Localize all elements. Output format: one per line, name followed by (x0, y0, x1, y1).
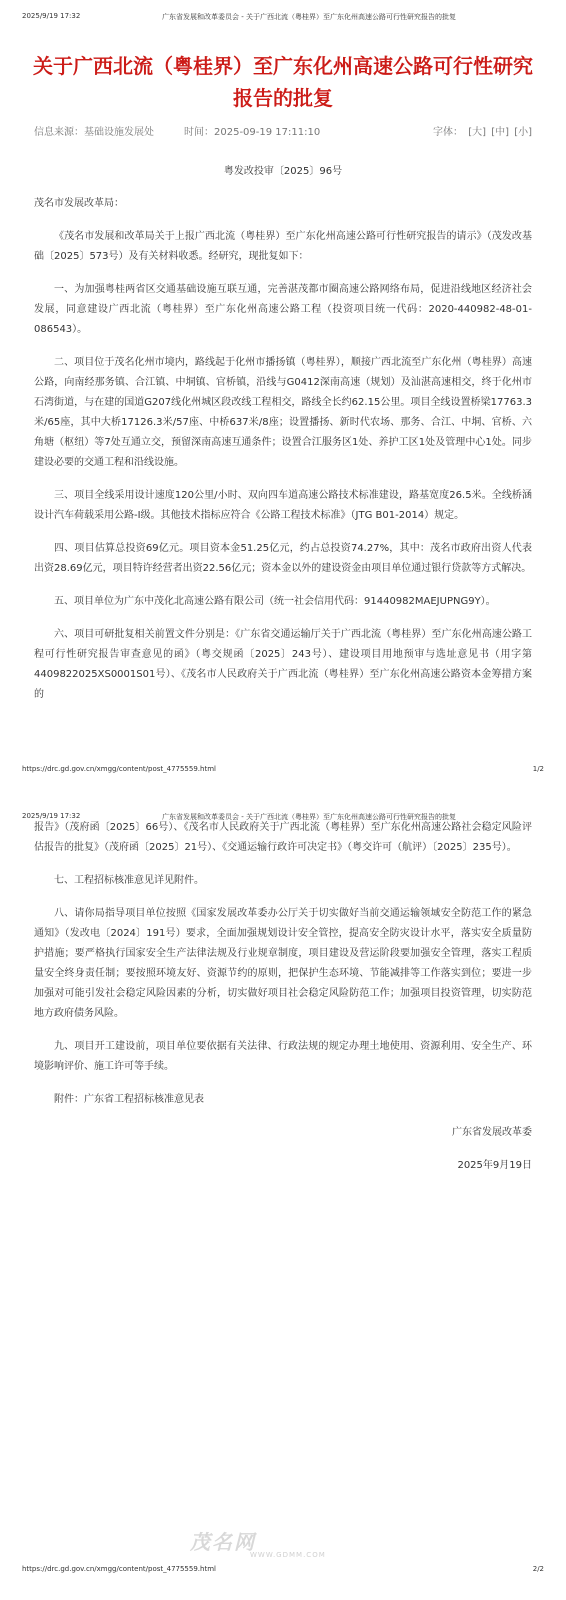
page-url: https://drc.gd.gov.cn/xmgg/content/post_4775559.html (22, 1565, 216, 1573)
article-body-part-2 (34, 818, 532, 1176)
paragraph: 六、项目可研批复相关前置文件分别是：《广东省交通运输厅关于广西北流（粤桂界）至广东化州高速公路工程可行性研究报告审查意见的函》（粤交规函〔2025〕243号）、建设项目用地预审与选址意见书（用字第4409822025XS0001S01号）、《茂名市人民政府关于广西北流（粤桂界）至广东化州高速公路资本金筹措方案的 (34, 629, 532, 700)
article-body-part-1 (34, 194, 532, 705)
print-footer (22, 1565, 544, 1577)
paragraph: 八、请你局指导项目单位按照《国家发展改革委办公厅关于切实做好当前交通运输领域安全防范工作的紧急通知》（发改电〔2024〕191号）要求，全面加强规划设计安全管控，提高安全防灾设计水平，落实安全质量防护措施；要严格执行国家安全生产法律法规及行业规章制度，项目建设及营运阶段要加强安全管理，落实工程质量安全终身责任制；要按照环境友好、资源节约的原则，把保护生态环境、节能减排等工作落实到位；要进一步加强对可能引发社会稳定风险因素的分析，切实做好项目社会稳定风险防范工作；加强项目投资管理，切实防范地方政府债务风险。 (34, 908, 532, 1019)
publish-time: 时间：2025-09-19 17:11:10 (184, 127, 321, 138)
paragraph: 一、为加强粤桂两省区交通基础设施互联互通，完善湛茂都市圈高速公路网络布局，促进沿线地区经济社会发展，同意建设广西北流（粤桂界）至广东化州高速公路工程（投资项目统一代码：2020-440982-48-01-086543）。 (34, 284, 532, 335)
page-number: 2/2 (532, 1565, 544, 1573)
page-number: 1/2 (532, 765, 544, 773)
signature-org: 广东省发展改革委 (452, 1127, 532, 1138)
document-number: 粤发改投审〔2025〕96号 (223, 166, 343, 177)
font-size-label: 字体： (433, 127, 463, 138)
page-title: 关于广西北流（粤桂界）至广东化州高速公路可行性研究报告的批复 (33, 54, 533, 110)
paragraph: 九、项目开工建设前，项目单位要依据有关法律、行政法规的规定办理土地使用、资源利用、安全生产、环境影响评价、施工许可等手续。 (34, 1041, 532, 1072)
print-header (22, 12, 544, 24)
print-page-2 (0, 800, 566, 1600)
addressee: 茂名市发展改革局： (34, 198, 124, 209)
attachment-line: 附件：广东省工程招标核准意见表 (54, 1094, 204, 1105)
print-doc-title: 广东省发展和改革委员会 - 关于广西北流（粤桂界）至广东化州高速公路可行性研究报告的批复 (162, 13, 456, 21)
article-meta (34, 123, 532, 137)
print-timestamp: 2025/9/19 17:32 (22, 12, 81, 20)
paragraph: 七、工程招标核准意见详见附件。 (54, 875, 204, 886)
font-size-small-button[interactable]: [小] (514, 127, 532, 138)
paragraph-continued: 报告》（茂府函〔2025〕66号）、《茂名市人民政府关于广西北流（粤桂界）至广东化州高速公路社会稳定风险评估报告的批复》（茂府函〔2025〕21号）、《交通运输行政许可决定书》（粤交许可（航评）〔2025〕235号）。 (34, 822, 532, 853)
site-watermark-url: WWW.GDMM.COM (250, 1551, 326, 1559)
paragraph: 二、项目位于茂名化州市境内，路线起于化州市播扬镇（粤桂界），顺接广西北流至广东化州（粤桂界）高速公路，向南经那务镇、合江镇、中垌镇、官桥镇，沿线与G0412深南高速（规划）及汕湛高速相交，终于化州市石湾街道，与在建的国道G207线化州城区段改线工程相交，路线全长约62.15公里。项目全线设置桥梁17763.3米/65座，其中大桥17126.3米/57座、中桥637米/8座；设置播扬、新时代农场、那务、合江、中垌、官桥、六角塘（枢纽）等7处互通立交，预留深南高速互通条件；设置合江服务区1处、养护工区1处及管理中心1处。同步建设必要的交通工程和沿线设施。 (34, 357, 532, 468)
font-size-large-button[interactable]: [大] (468, 127, 486, 138)
paragraph: 五、项目单位为广东中茂化北高速公路有限公司（统一社会信用代码：91440982MAEJUPNG9Y）。 (54, 596, 496, 607)
paragraph: 三、项目全线采用设计速度120公里/小时、双向四车道高速公路技术标准建设，路基宽度26.5米。全线桥涵设计汽车荷载采用公路-Ⅰ级。其他技术指标应符合《公路工程技术标准》（JTG B01-2014）规定。 (34, 490, 532, 521)
paragraph: 《茂名市发展和改革局关于上报广西北流（粤桂界）至广东化州高速公路可行性研究报告的请示》（茂发改基础〔2025〕573号）及有关材料收悉。经研究，现批复如下： (34, 231, 532, 262)
font-size-medium-button[interactable]: [中] (491, 127, 509, 138)
print-doc-title: 广东省发展和改革委员会 - 关于广西北流（粤桂界）至广东化州高速公路可行性研究报告的批复 (162, 813, 456, 821)
site-watermark-logo: 茂名网 (190, 1530, 256, 1554)
print-footer (22, 765, 544, 777)
print-timestamp: 2025/9/19 17:32 (22, 812, 81, 820)
signature-date: 2025年9月19日 (457, 1160, 532, 1171)
info-source: 信息来源：基础设施发展处 (34, 127, 154, 138)
paragraph: 四、项目估算总投资69亿元。项目资本金51.25亿元，约占总投资74.27%，其中：茂名市政府出资人代表出资28.69亿元，项目特许经营者出资22.56亿元；资本金以外的建设资金由项目单位通过银行贷款等方式解决。 (34, 543, 532, 574)
font-size-controls (433, 123, 532, 138)
page-url: https://drc.gd.gov.cn/xmgg/content/post_4775559.html (22, 765, 216, 773)
